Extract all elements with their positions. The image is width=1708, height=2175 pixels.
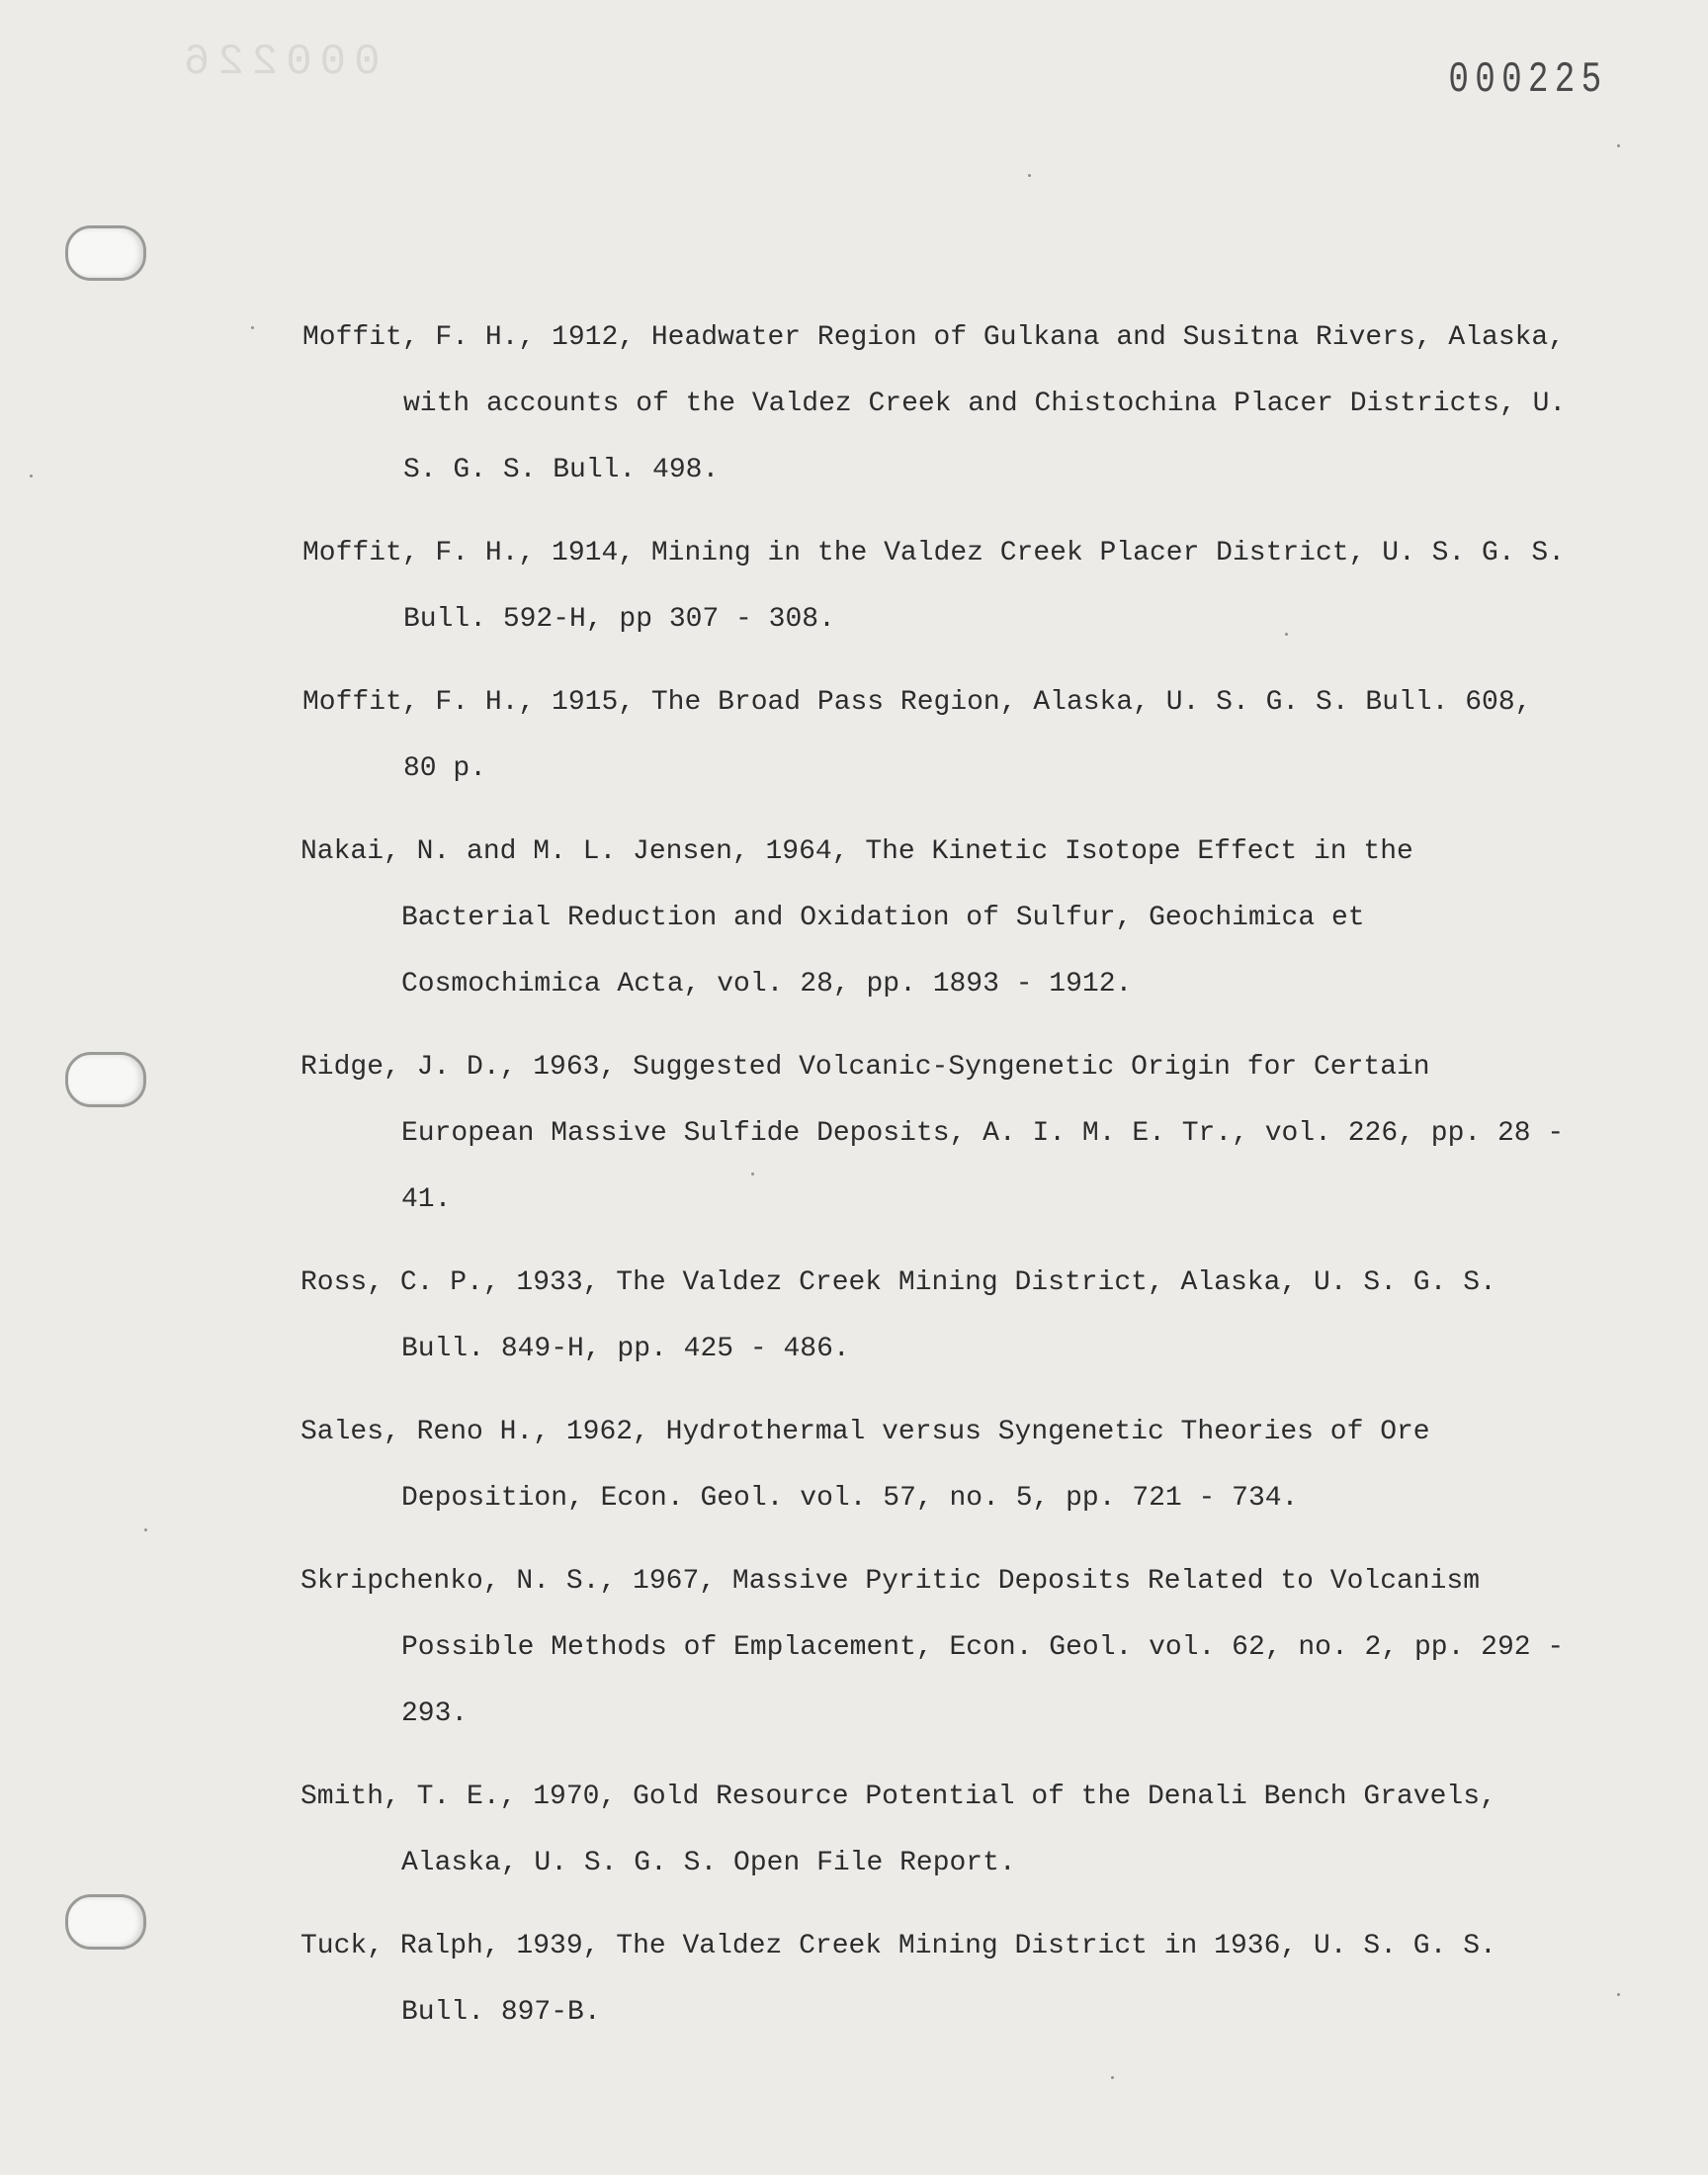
reference-author: Ridge, J. D., 1963,: [300, 1052, 617, 1083]
reference-entry: [302, 520, 1578, 652]
reference-text: The Valdez Creek Mining District, Alaska, U. S. G. S. Bull. 849-H, pp. 425 - 486.: [401, 1267, 1496, 1364]
reference-text: Gold Resource Potential of the Denali Bench Gravels, Alaska, U. S. G. S. Open File Report.: [401, 1782, 1496, 1878]
reference-text: Hydrothermal versus Syngenetic Theories of Ore Deposition, Econ. Geol. vol. 57, no. 5, pp. 721 - 734.: [401, 1417, 1430, 1514]
page-number: 000225: [1447, 55, 1607, 105]
reference-author: Sales, Reno H., 1962,: [300, 1417, 649, 1447]
scan-speck: [1111, 2076, 1114, 2079]
scan-speck: [751, 1173, 754, 1175]
scan-speck: [30, 475, 33, 478]
punch-hole-middle: [65, 1052, 146, 1107]
reference-author: Smith, T. E., 1970,: [300, 1782, 617, 1812]
reference-entry: [300, 1764, 1578, 1896]
reference-author: Moffit, F. H., 1915,: [302, 687, 636, 718]
reference-entry: [300, 1913, 1578, 2045]
reference-author: Moffit, F. H., 1912,: [302, 322, 636, 353]
scan-speck: [1617, 1993, 1620, 1996]
reference-entry: [300, 1034, 1578, 1233]
scan-speck: [144, 1528, 147, 1531]
reference-text: Massive Pyritic Deposits Related to Volcanism Possible Methods of Emplacement, Econ. Geol. vol. 62, no. 2, pp. 292 - 293.: [401, 1566, 1565, 1729]
reference-entry: [300, 1399, 1578, 1531]
reference-author: Skripchenko, N. S., 1967,: [300, 1566, 717, 1597]
reference-text: Mining in the Valdez Creek Placer District, U. S. G. S. Bull. 592-H, pp 307 - 308.: [403, 538, 1566, 635]
reference-text: The Kinetic Isotope Effect in the Bacterial Reduction and Oxidation of Sulfur, Geochimica et Cosmochimica Acta, vol. 28, pp. 1893 - 1912.: [401, 836, 1413, 1000]
scan-speck: [1028, 174, 1031, 177]
reference-author: Nakai, N. and M. L. Jensen, 1964,: [300, 836, 849, 867]
reference-list: [302, 304, 1578, 2062]
reference-entry: [302, 304, 1578, 503]
scan-speck: [251, 326, 254, 329]
reference-entry: [300, 1250, 1578, 1382]
scan-speck: [1285, 633, 1288, 636]
bleed-through-page-number: 000226: [176, 38, 381, 87]
reference-text: The Valdez Creek Mining District in 1936, U. S. G. S. Bull. 897-B.: [401, 1931, 1496, 2028]
reference-author: Ross, C. P., 1933,: [300, 1267, 600, 1298]
reference-text: The Broad Pass Region, Alaska, U. S. G. S. Bull. 608, 80 p.: [403, 687, 1532, 784]
punch-hole-bottom: [65, 1894, 146, 1950]
reference-text: Suggested Volcanic-Syngenetic Origin for Certain European Massive Sulfide Deposits, A. I. M. E. Tr., vol. 226, pp. 28 - 41.: [401, 1052, 1565, 1215]
reference-author: Moffit, F. H., 1914,: [302, 538, 636, 568]
reference-entry: [300, 819, 1578, 1017]
reference-author: Tuck, Ralph, 1939,: [300, 1931, 600, 1961]
reference-entry: [300, 1548, 1578, 1747]
reference-entry: [302, 669, 1578, 802]
reference-text: Headwater Region of Gulkana and Susitna Rivers, Alaska, with accounts of the Valdez Creek and Chistochina Placer Districts, U. S. G. S. Bull. 498.: [403, 322, 1567, 485]
scan-speck: [1617, 144, 1620, 147]
punch-hole-top: [65, 225, 146, 281]
